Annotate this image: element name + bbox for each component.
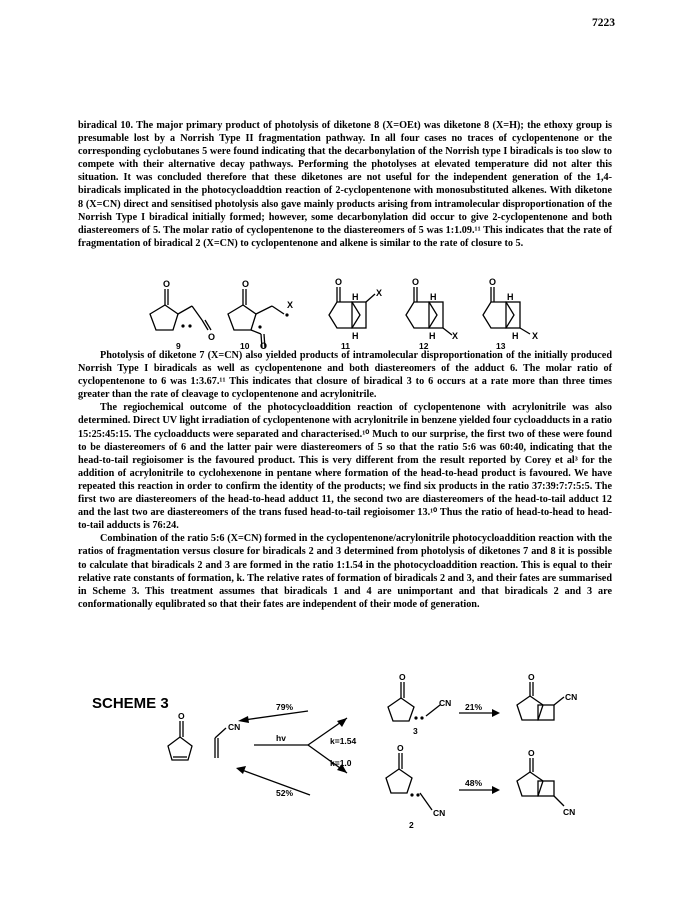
arrow-79 [244,711,308,720]
atom-o: O [528,748,535,758]
atom-h: H [352,292,359,302]
acrylonitrile-structure [215,728,226,758]
percent-52: 52% [276,788,294,798]
page-number: 7223 [592,17,615,29]
cn-label: CN [439,698,452,708]
atom-h: H [352,331,359,341]
atom-x: X [376,288,383,298]
paragraph-1 [78,119,612,250]
atom-h: H [507,292,514,302]
paragraph-1-text: biradical 10. The major primary product of photolysis of diketone 8 (X=OEt) was diketone 8 (X=H); the ethoxy group is presumable lost by a Norrish Type II fragmentation pathway. In all four cases no traces of cyclopentenone or the corresponding cyclobutanes 5 were found indicating that the decarbonylation of the Norrish type I biradicals is too slow to compete with their alternative decay pathways. Performing the photolyses at elevated temperature did not alter this situation. It was concluded therefore that these diketones are not useful for the independent generation of the 1,4-biradicals implicated in the photocycloaddtion reaction of 2-cyclopentenone with monosubstituted alkenes. With diketone 8 (X=CN) direct and sensitised photolysis also gave mainly products arising from intramolecular disproportionation of the Norrish Type I biradical initially formed; however, some decarbonylation did occur to give 2-cyclopentenone and both diastereomers of 5. The molar ratio of cyclopentenone to the diastereomers of 5 was 1:1.09.¹¹ This indicates that the rate of fragmentation of biradical 2 (X=CN) to cyclopentenone and alkene is similar to the rate of closure to 5. [78,120,612,249]
compound-label-11: 11 [341,341,350,351]
product-bottom-structure [517,758,564,806]
atom-x: X [287,300,294,310]
atom-h: H [430,292,437,302]
structure-10 [228,289,284,348]
structure-9 [150,289,211,330]
atom-o: O [178,711,185,721]
atom-x: X [452,331,459,341]
atom-x: X [532,331,539,341]
atom-h: H [429,331,436,341]
atom-o: O [208,332,216,342]
percent-21: 21% [465,702,483,712]
hv-label: hv [276,733,286,743]
cn-label: CN [433,808,446,818]
atom-o: O [489,277,497,287]
paragraph-2-text: Photolysis of diketone 7 (X=CN) also yielded products of intramolecular disproportionation of the initially produced Norrish Type I biradicals as well as cyclopentenone and both diastereomers of the adduct 6. The molar ratio of cyclopentenone to 6 was 1:3.67.¹¹ This indicates that closure of biradical 3 to 6 occurs at a rate more than three times greater than the rate of cleavage to cyclopentenone and acrylonitrile. [78,350,612,401]
scheme-3 [0,672,673,850]
compound-label-10: 10 [240,341,250,351]
cn-label: CN [563,807,576,817]
paragraphs-2-4 [78,349,612,611]
atom-o: O [163,279,171,289]
atom-o: O [528,672,535,682]
compound-label-9: 9 [176,341,181,351]
percent-48: 48% [465,778,483,788]
atom-h: H [512,331,519,341]
scheme-title: SCHEME 3 [92,695,169,712]
label-3: 3 [413,726,418,736]
biradical-2-structure [386,753,432,810]
compound-label-13: 13 [496,341,506,351]
cn-label: CN [228,722,241,732]
k-upper: k=1.54 [330,736,357,746]
k-lower: k=1.0 [330,758,352,768]
structure-12 [406,287,452,335]
paragraph-3-text: The regiochemical outcome of the photocycloaddition reaction of cyclopentenone with acrylonitrile was also determined. Direct UV light irradiation of cyclopentenone with acrylonitrile in benzene yielded four cycloadducts in a ratio 15:25:45:15. The cycloadducts were separated and characterised.¹⁰ Much to our surprise, the first two of these were found to be diastereomers of 6 and the latter pair were diastereomers of 5 so that the ratio 5:6 was 60:40, indicating that the head-to-tail regioisomer is the favoured product. This is very different from the result reported by Corey et al³ for the addition of acrylonitrile to cyclohexenone in pentane where formation of the head-to-head product is favoured. We have repeated this reaction in order to confirm the identity of the products; we find six products in the ratio 37:39:7:7:5:5. The first two are diastereomers of the head-to-head adduct 11, the second two are diastereomers of the head-to-tail adduct 12 and the last two are diastereomers of the trans fused head-to-tail regioisomer 13.¹⁰ Thus the ratio of head-to-head to head-to-tail adducts is 76:24. [78,402,612,532]
atom-o: O [397,743,404,753]
atom-o: O [412,277,420,287]
cyclopentenone-structure [168,721,192,760]
percent-79: 79% [276,702,294,712]
compound-label-12: 12 [419,341,429,351]
atom-o: O [335,277,343,287]
paragraph-4-text: Combination of the ratio 5:6 (X=CN) formed in the cyclopentenone/acrylonitrile photocycloaddition reaction with the ratios of fragmentation versus closure for biradicals 2 and 3 determined from photolysis of diketones 7 and 8 it is possible to calculate that biradicals 2 and 3 are formed in the ratio 1:1.54 in the photocycloaddition reaction. This is equal to their relative rate constants of formation, k. The relative rates of formation of biradicals 2 and 3, and their fates are summarised in Scheme 3. This treatment assumes that biradicals 1 and 4 are unimportant and that biradicals 2 and 3 are conformationally equlibrated so that their fates are independent of their mode of generation. [78,533,612,610]
biradical-3-structure [388,682,440,721]
structures-row [0,272,673,350]
atom-o: O [260,341,268,351]
product-top-structure [517,682,564,720]
label-2: 2 [409,820,414,830]
atom-o: O [242,279,250,289]
cn-label: CN [565,692,578,702]
atom-o: O [399,672,406,682]
